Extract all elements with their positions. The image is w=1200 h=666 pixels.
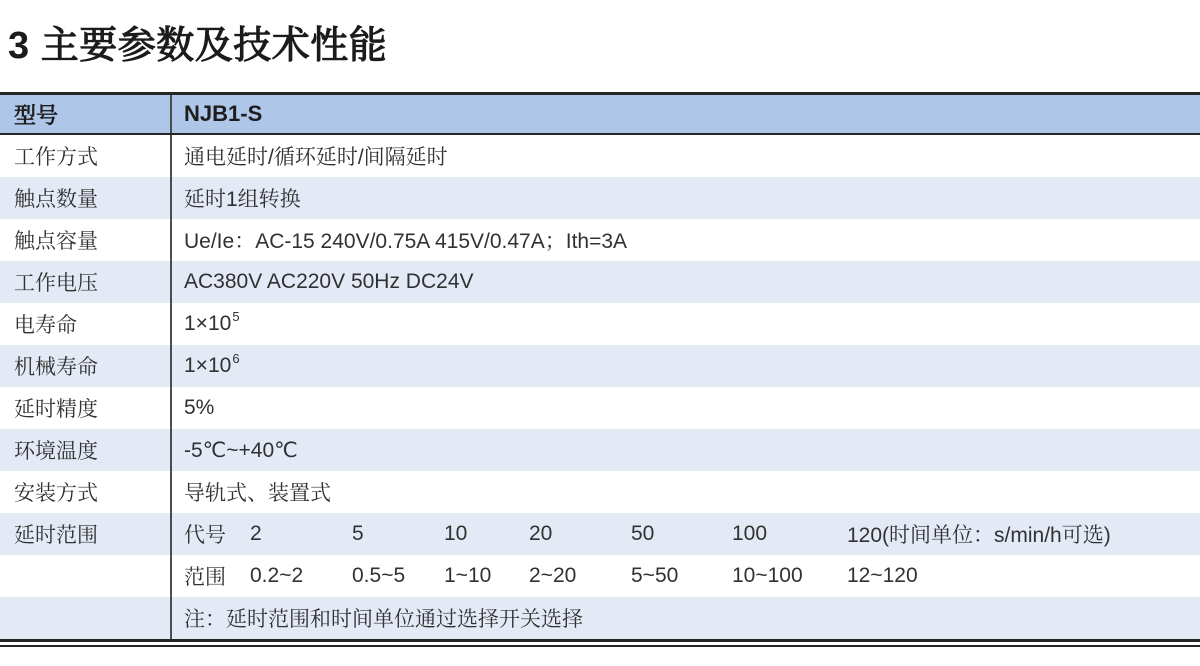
row-label: 触点容量 xyxy=(14,230,98,253)
delay-code: 5 xyxy=(352,522,364,545)
value-base: 1×10 xyxy=(184,312,232,335)
row-value xyxy=(170,345,1200,387)
delay-code: 20 xyxy=(529,522,553,545)
row-mounting-type xyxy=(0,471,1200,513)
row-label: 延时精度 xyxy=(14,398,98,421)
row-label: 工作方式 xyxy=(14,146,98,169)
row-electrical-life xyxy=(0,303,1200,345)
row-label: 触点数量 xyxy=(14,188,98,211)
row-contact-capacity xyxy=(0,219,1200,261)
table-header-row xyxy=(0,95,1200,135)
row-value: 通电延时/循环延时/间隔延时 xyxy=(170,135,1200,177)
delay-code: 100 xyxy=(732,522,768,545)
header-model-label: 型号 xyxy=(14,102,59,128)
row-value: Ue/Ie：AC-15 240V/0.75A 415V/0.47A；Ith=3A xyxy=(170,219,1200,261)
row-value: 延时1组转换 xyxy=(170,177,1200,219)
delay-code: 2 xyxy=(250,522,262,545)
header-model-value: NJB1-S xyxy=(170,95,1200,133)
row-label: 电寿命 xyxy=(14,314,77,337)
row-value: 5% xyxy=(170,387,1200,429)
page-title: 3 主要参数及技术性能 xyxy=(8,25,388,67)
row-value: AC380V AC220V 50Hz DC24V xyxy=(170,261,1200,303)
row-contact-count xyxy=(0,177,1200,219)
row-label xyxy=(0,555,170,597)
delay-code-label: 代号 xyxy=(184,524,226,547)
row-ambient-temperature xyxy=(0,429,1200,471)
delay-code: 120(时间单位：s/min/h可选) xyxy=(847,524,1111,547)
table-bottom-border xyxy=(0,639,1200,647)
value-superscript: 6 xyxy=(232,350,240,366)
value-base: 1×10 xyxy=(184,354,232,377)
row-value xyxy=(170,303,1200,345)
spec-table xyxy=(0,92,1200,647)
delay-code: 10 xyxy=(444,522,468,545)
value-superscript: 5 xyxy=(232,308,240,324)
delay-range: 2~20 xyxy=(529,564,577,587)
row-delay-range-note xyxy=(0,597,1200,639)
row-delay-range-codes xyxy=(0,513,1200,555)
row-label xyxy=(0,597,170,639)
delay-range: 1~10 xyxy=(444,564,492,587)
row-working-mode xyxy=(0,135,1200,177)
row-delay-accuracy xyxy=(0,387,1200,429)
row-label: 安装方式 xyxy=(14,482,98,505)
delay-range: 0.2~2 xyxy=(250,564,304,587)
row-delay-range-values xyxy=(0,555,1200,597)
row-value: -5℃~+40℃ xyxy=(170,429,1200,471)
row-label: 机械寿命 xyxy=(14,356,98,379)
delay-code: 50 xyxy=(631,522,655,545)
row-label: 工作电压 xyxy=(14,272,98,295)
delay-range: 5~50 xyxy=(631,564,679,587)
row-value xyxy=(170,513,1200,555)
row-value xyxy=(170,555,1200,597)
row-working-voltage xyxy=(0,261,1200,303)
row-mechanical-life xyxy=(0,345,1200,387)
delay-range: 0.5~5 xyxy=(352,564,406,587)
delay-range-label: 范围 xyxy=(184,566,226,589)
delay-range: 10~100 xyxy=(732,564,803,587)
row-label: 环境温度 xyxy=(14,440,98,463)
row-label: 延时范围 xyxy=(14,524,98,547)
delay-range: 12~120 xyxy=(847,564,918,587)
row-value: 注：延时范围和时间单位通过选择开关选择 xyxy=(170,597,1200,639)
row-value: 导轨式、装置式 xyxy=(170,471,1200,513)
